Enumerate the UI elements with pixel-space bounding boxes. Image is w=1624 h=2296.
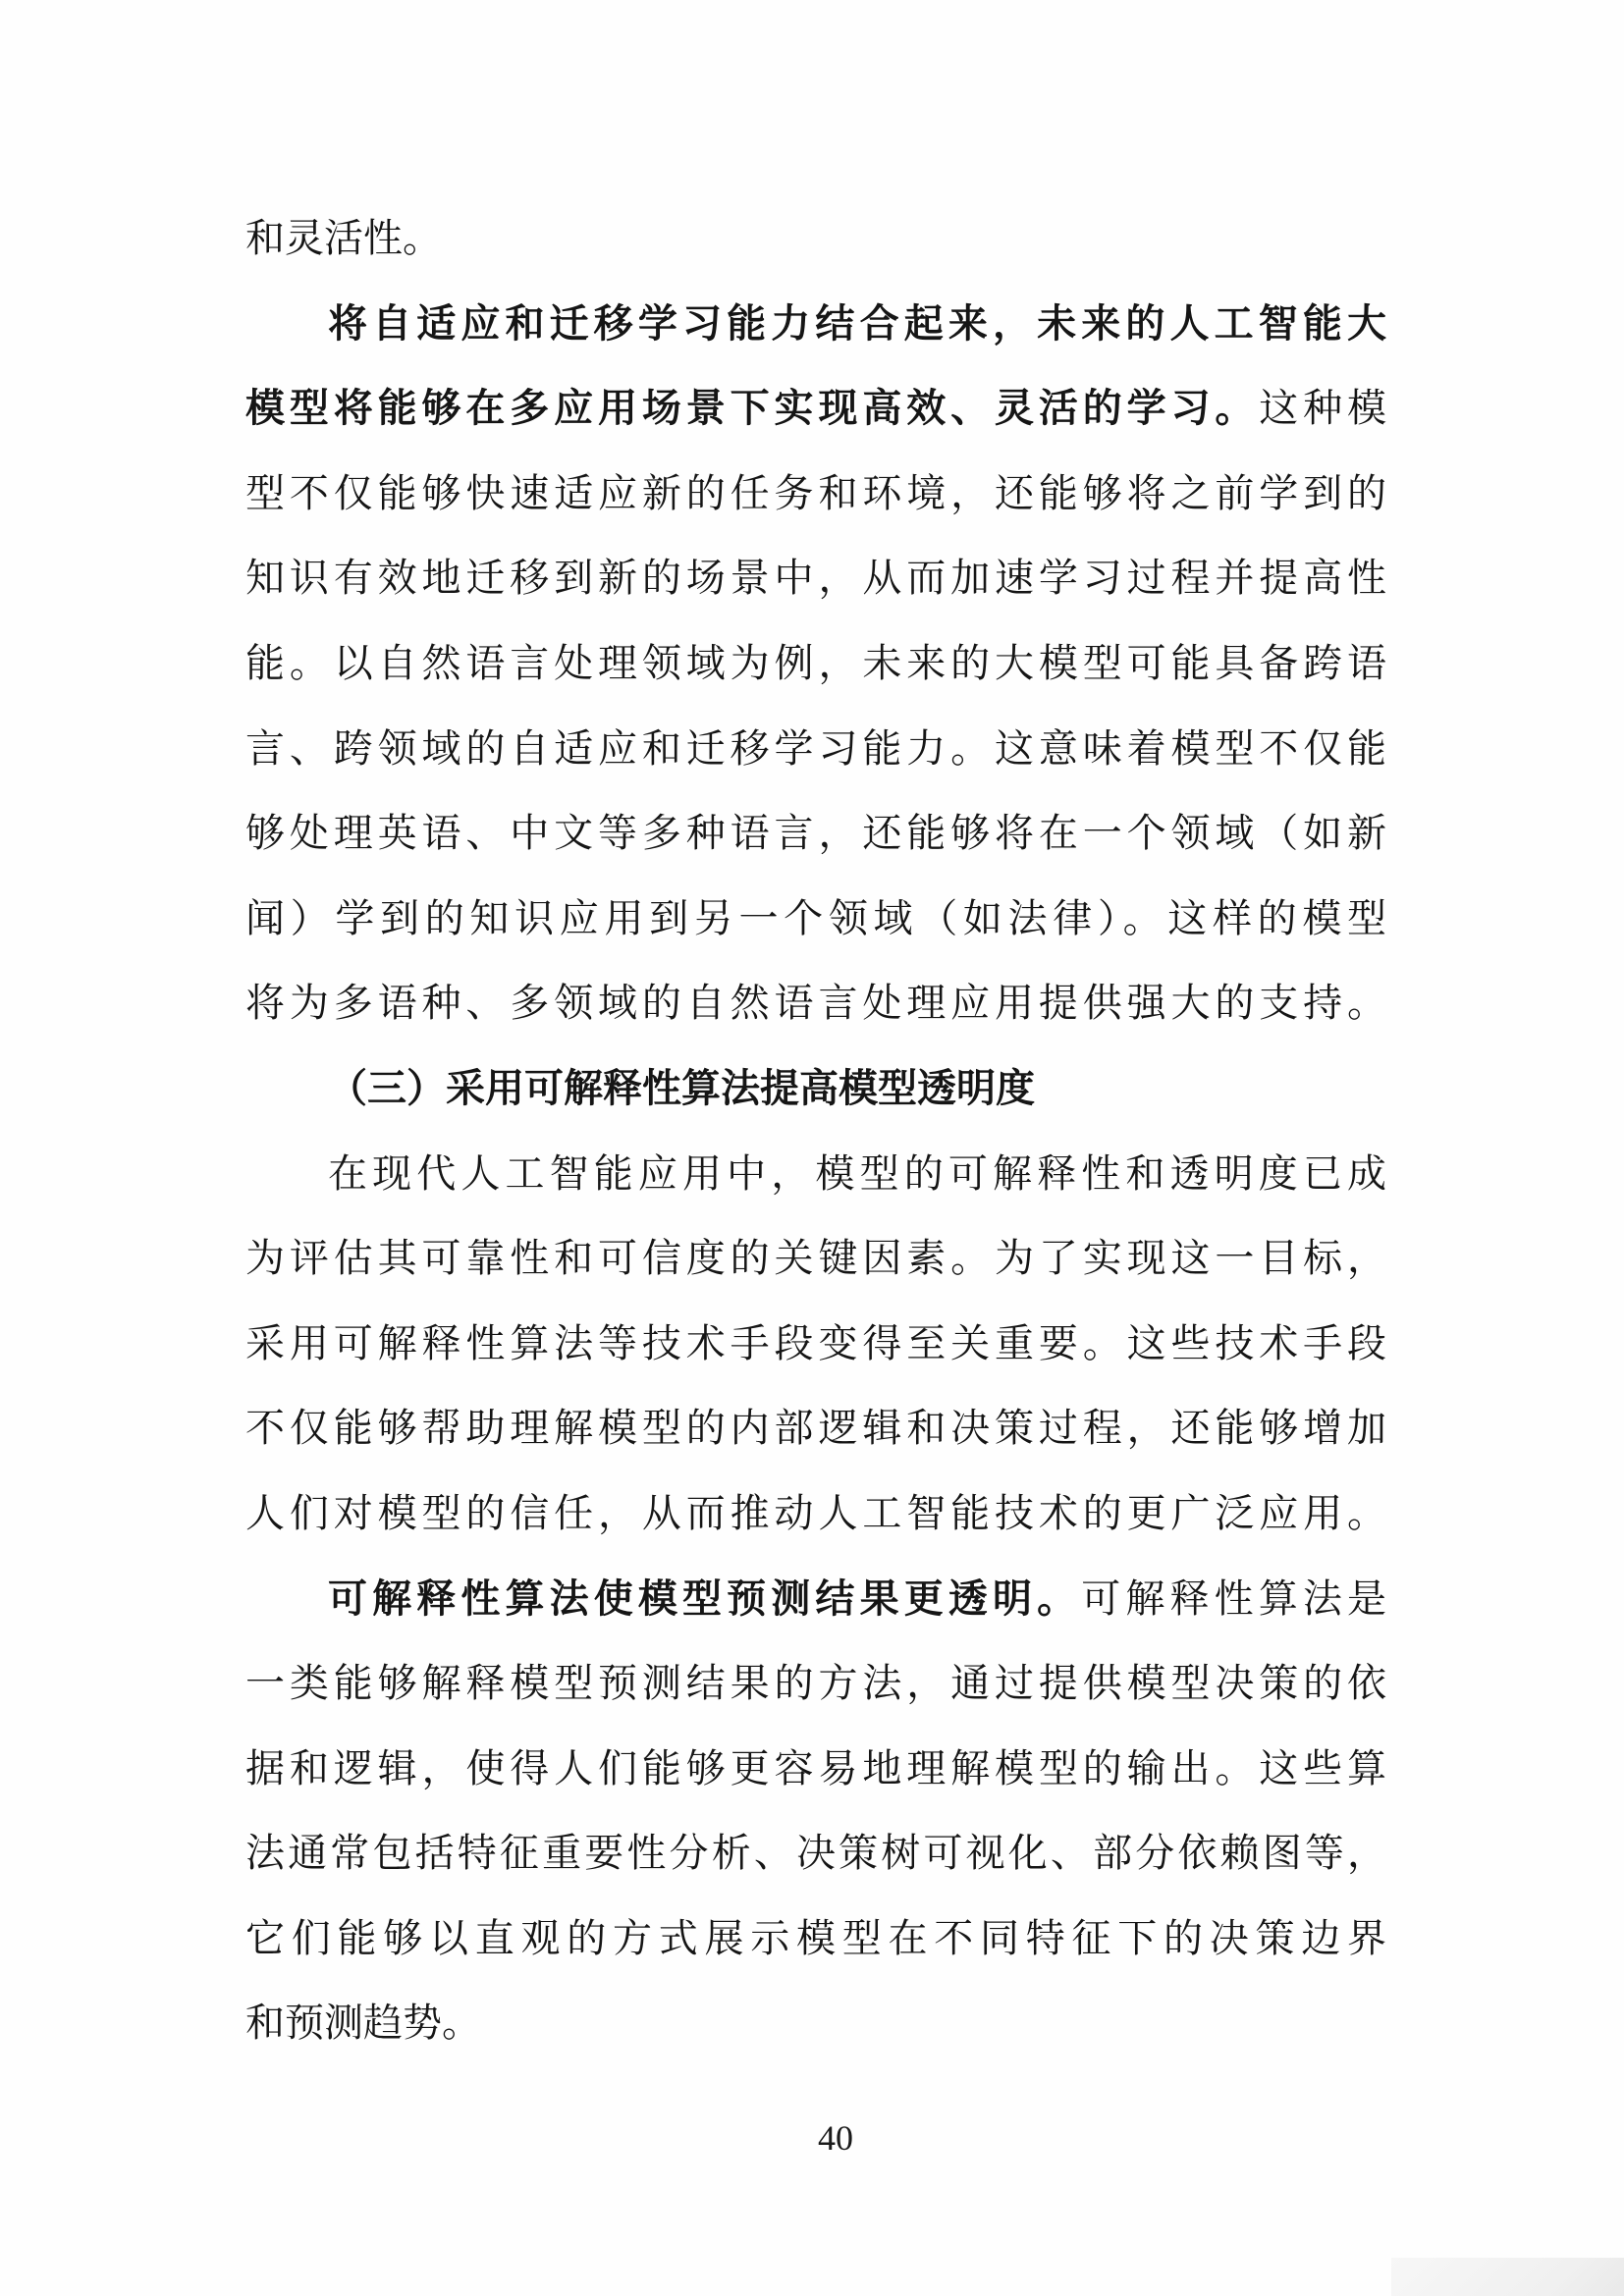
text-segment: 将为多语种、多领域的自然语言处理应用提供强大的支持。 [245,981,1386,1026]
text-line [245,791,1386,877]
text-line [245,452,1386,537]
text-line [245,1981,1386,2066]
text-line [245,1727,1386,1812]
text-line [245,1811,1386,1896]
text-segment: 这种模 [1259,386,1386,431]
page-number: 40 [818,2118,853,2158]
text-segment: 据和逻辑，使得人们能够更容易地理解模型的输出。这些算 [245,1745,1386,1790]
text-segment: 不仅能够帮助理解模型的内部逻辑和决策过程，还能够增加 [245,1406,1386,1451]
text-line [245,196,1386,282]
document-body [245,196,1386,2066]
text-line [245,1641,1386,1727]
text-line [245,536,1386,621]
text-line [245,366,1386,452]
text-segment: 采用可解释性算法等技术手段变得至关重要。这些技术手段 [245,1320,1386,1365]
bold-text-segment: （三）采用可解释性算法提高模型透明度 [328,1065,1035,1110]
text-segment: 能。以自然语言处理领域为例，未来的大模型可能具备跨语 [245,640,1386,685]
bold-text-segment: 模型将能够在多应用场景下实现高效、灵活的学习。 [245,386,1260,431]
bold-text-segment: 可解释性算法使模型预测结果更透明。 [328,1575,1082,1621]
text-segment: 一类能够解释模型预测结果的方法，通过提供模型决策的依 [245,1661,1386,1706]
text-segment: 和预测趋势。 [245,2001,481,2046]
text-segment: 型不仅能够快速适应新的任务和环境，还能够将之前学到的 [245,470,1386,515]
text-segment: 和灵活性。 [245,216,442,260]
text-line [245,1471,1386,1557]
section-heading [245,1046,1386,1132]
text-segment: 够处理英语、中文等多种语言，还能够将在一个领域（如新 [245,811,1386,856]
text-segment: 法通常包括特征重要性分析、决策树可视化、部分依赖图等， [245,1831,1386,1876]
scan-artifact [1391,2258,1624,2296]
text-line [245,961,1386,1046]
text-segment: 知识有效地迁移到新的场景中，从而加速学习过程并提高性 [245,556,1386,601]
text-line [245,1386,1386,1471]
text-segment: 言、跨领域的自适应和迁移学习能力。这意味着模型不仅能 [245,725,1386,771]
bold-text-segment: 将自适应和迁移学习能力结合起来，未来的人工智能大 [328,300,1386,346]
text-segment: 可解释性算法是 [1081,1575,1386,1621]
text-line [245,1216,1386,1302]
text-line [245,877,1386,962]
text-segment: 闻）学到的知识应用到另一个领域（如法律）。这样的模型 [245,895,1386,940]
text-line [245,621,1386,707]
text-segment: 人们对模型的信任，从而推动人工智能技术的更广泛应用。 [245,1490,1386,1535]
text-line [245,1557,1386,1642]
text-line [245,282,1386,367]
text-segment: 为评估其可靠性和可信度的关键因素。为了实现这一目标， [245,1236,1386,1281]
text-line [245,707,1386,792]
text-segment: 它们能够以直观的方式展示模型在不同特征下的决策边界 [245,1915,1386,1960]
text-line [245,1896,1386,1982]
text-line [245,1132,1386,1217]
text-line [245,1302,1386,1387]
text-segment: 在现代人工智能应用中，模型的可解释性和透明度已成 [328,1150,1386,1196]
